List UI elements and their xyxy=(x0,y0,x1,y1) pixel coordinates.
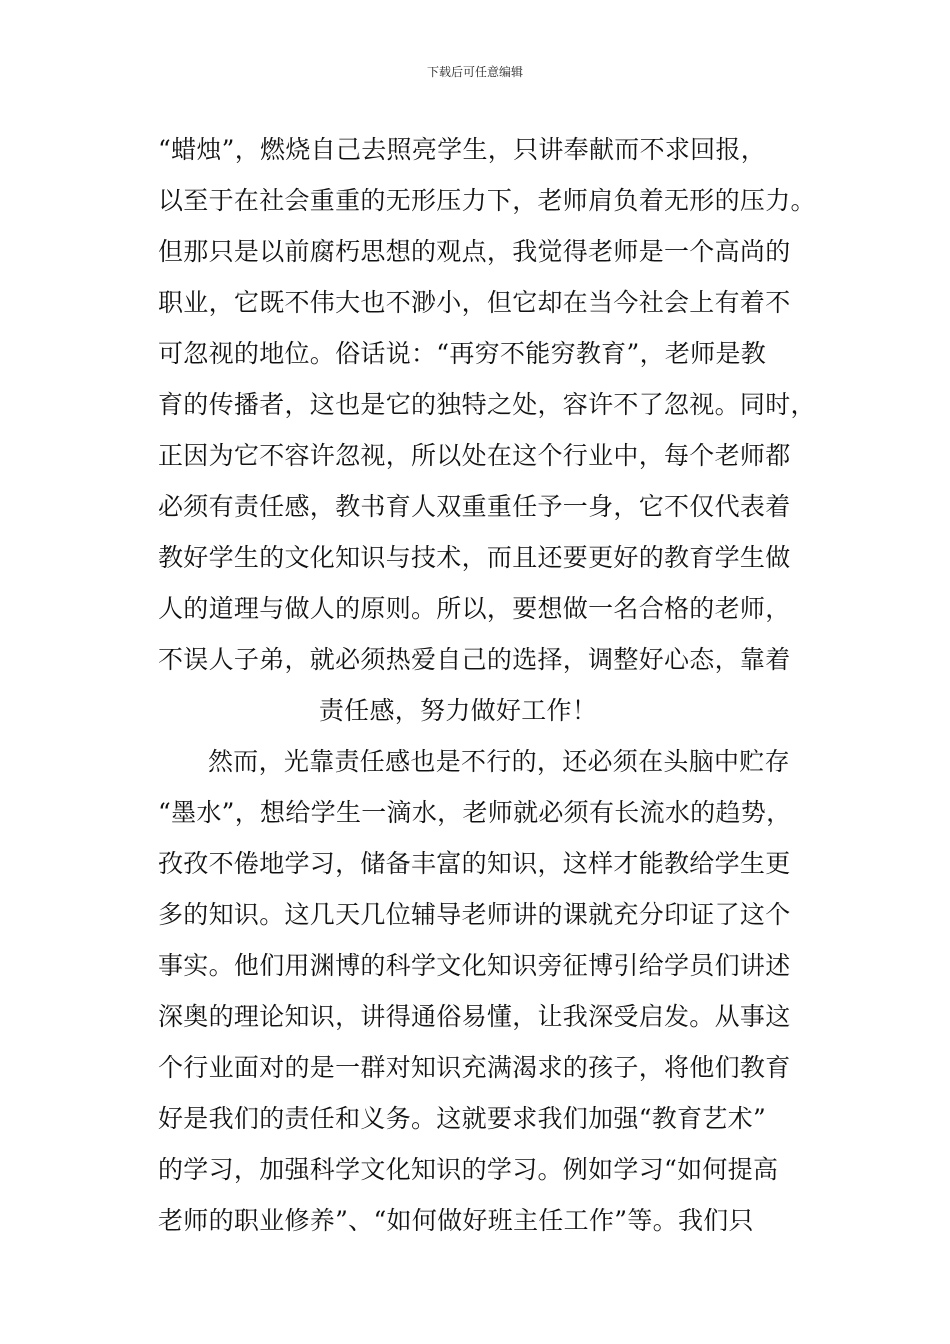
text-line: “蜡烛”，燃烧自己去照亮学生，只讲奉献而不求回报， xyxy=(158,135,767,164)
text-line: 老师的职业修养”、“如何做好班主任工作”等。我们只 xyxy=(158,1206,754,1235)
text-line: 孜孜不倦地学习，储备丰富的知识，这样才能教给学生更 xyxy=(158,849,791,878)
text-line: 正因为它不容许忽视，所以处在这个行业中，每个老师都 xyxy=(158,441,791,470)
text-line: 深奥的理论知识，讲得通俗易懂，让我深受启发。从事这 xyxy=(158,1002,791,1031)
text-line: 以至于在社会重重的无形压力下，老师肩负着无形的压力。 xyxy=(158,186,816,215)
paragraph-first-line: 然而，光靠责任感也是不行的，还必须在头脑中贮存 xyxy=(208,747,790,776)
text-line: 必须有责任感，教书育人双重重任予一身，它不仅代表着 xyxy=(158,492,791,521)
text-line: 个行业面对的是一群对知识充满渴求的孩子，将他们教育 xyxy=(158,1053,791,1082)
text-line: 职业，它既不伟大也不渺小，但它却在当今社会上有着不 xyxy=(158,288,791,317)
text-line: 可忽视的地位。俗话说：“再穷不能穷教育”，老师是教 xyxy=(158,339,767,368)
page-header-note: 下载后可任意编辑 xyxy=(426,65,523,79)
text-line: 不误人子弟，就必须热爱自己的选择，调整好心态，靠着 xyxy=(158,645,791,674)
text-line: 人的道理与做人的原则。所以，要想做一名合格的老师， xyxy=(158,594,791,623)
text-line: 育的传播者，这也是它的独特之处，容许不了忽视。同时， xyxy=(158,390,816,419)
text-line: 教好学生的文化知识与技术，而且还要更好的教育学生做 xyxy=(158,543,791,572)
text-line: 好是我们的责任和义务。这就要求我们加强“教育艺术” xyxy=(158,1104,767,1133)
document-body xyxy=(158,124,818,1246)
text-line: 事实。他们用渊博的科学文化知识旁征博引给学员们讲述 xyxy=(158,951,791,980)
text-line: 多的知识。这几天几位辅导老师讲的课就充分印证了这个 xyxy=(158,900,791,929)
text-line: 的学习，加强科学文化知识的学习。例如学习“如何提高 xyxy=(158,1155,779,1184)
text-line-centered: 责任感，努力做好工作！ xyxy=(318,696,598,725)
text-line: 但那只是以前腐朽思想的观点，我觉得老师是一个高尚的 xyxy=(158,237,791,266)
text-line: “墨水”，想给学生一滴水，老师就必须有长流水的趋势， xyxy=(158,798,792,827)
